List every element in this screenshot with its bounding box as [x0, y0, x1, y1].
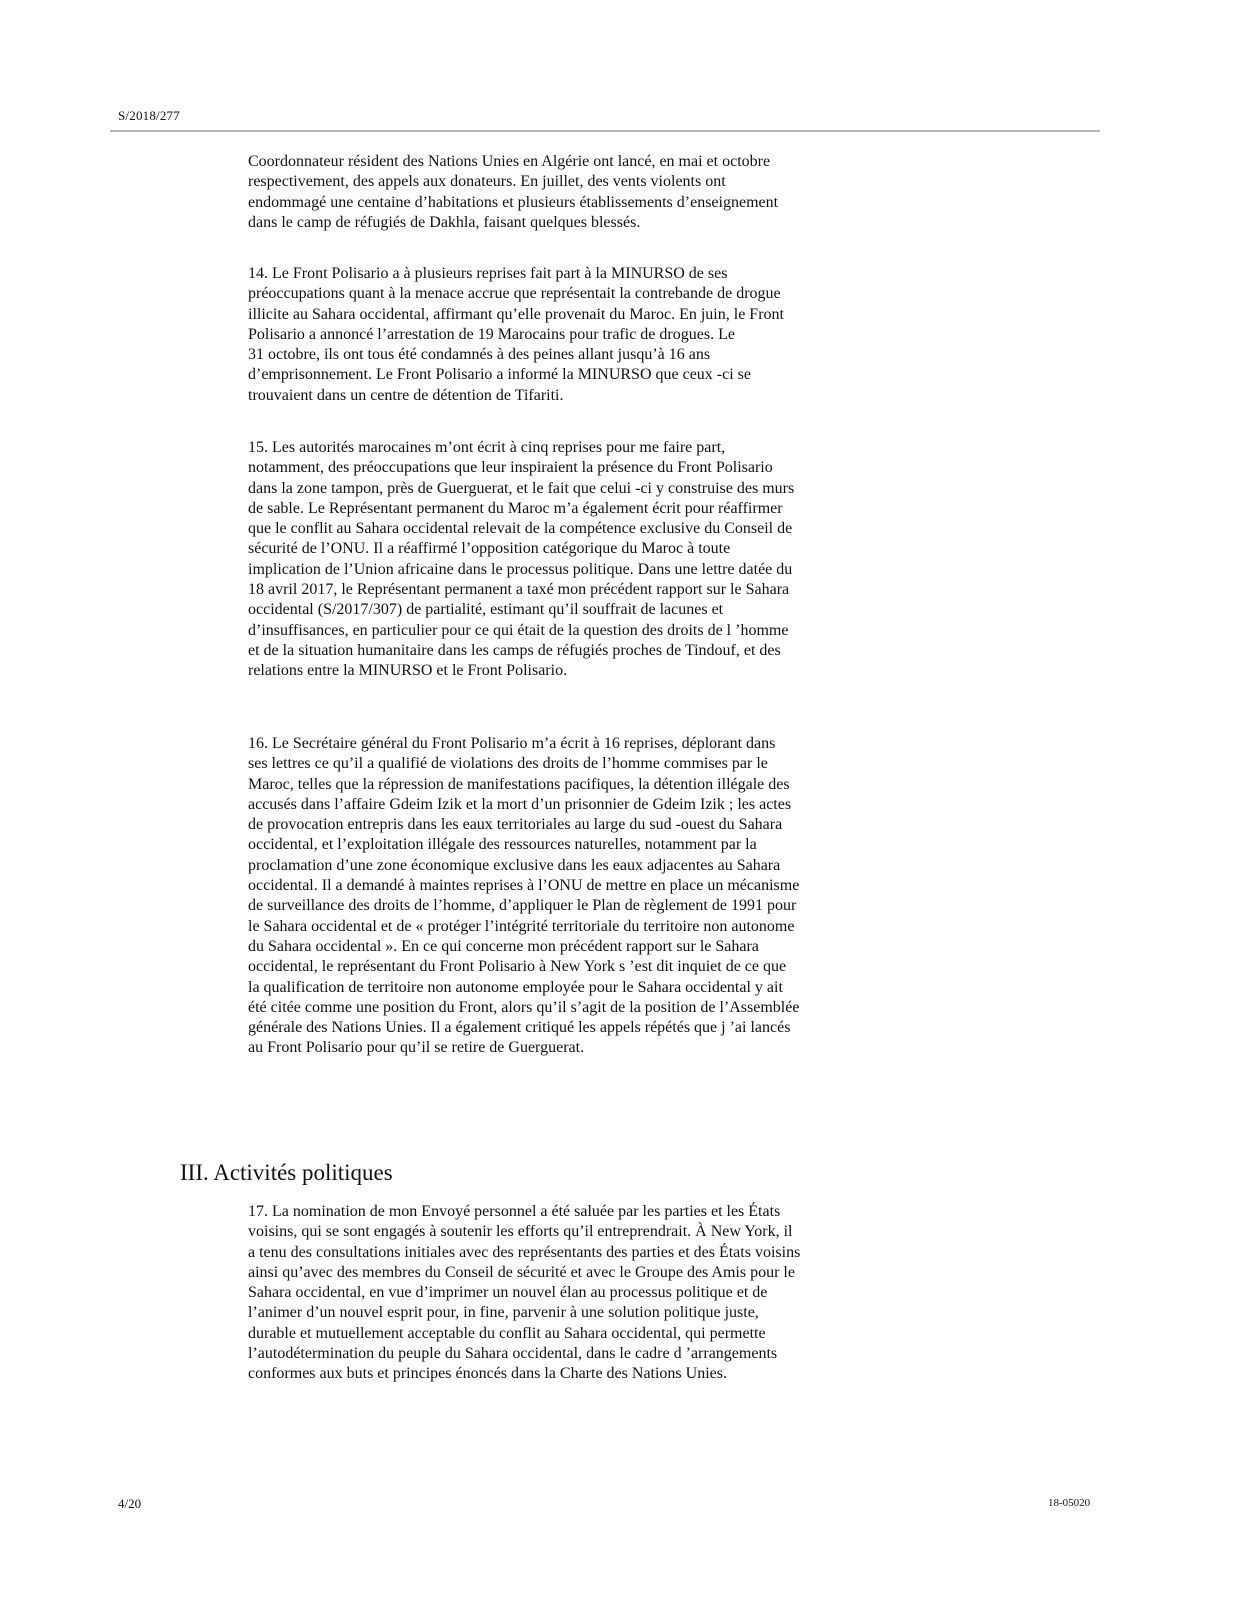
text-line: sécurité de l’ONU. Il a réaffirmé l’opposition catégorique du Maroc à toute: [248, 540, 731, 558]
header-rule: [110, 130, 1100, 132]
text-line: le Sahara occidental et de « protéger l’intégrité territoriale du territoire non autonome: [248, 917, 795, 935]
paragraph-16: [248, 734, 848, 1059]
text-line: d’emprisonnement. Le Front Polisario a informé la MINURSO que ceux -ci se: [248, 366, 751, 384]
text-line: ainsi qu’avec des membres du Conseil de sécurité et avec le Groupe des Amis pour le: [248, 1263, 795, 1281]
text-line: 17. La nomination de mon Envoyé personnel a été saluée par les parties et les États: [248, 1203, 781, 1220]
text-line: l’autodétermination du peuple du Sahara occidental, dans le cadre d ’arrangements: [248, 1345, 778, 1363]
text-line: Polisario a annoncé l’arrestation de 19 Marocains pour trafic de drogues. Le: [248, 325, 735, 343]
text-line: du Sahara occidental ». En ce qui concerne mon précédent rapport sur le Sahara: [248, 937, 759, 955]
text-line: illicite au Sahara occidental, affirmant qu’elle provenait du Maroc. En juin, le Front: [248, 305, 784, 323]
text-line: générale des Nations Unies. Il a également critiqué les appels répétés que j ’ai lancés: [248, 1019, 791, 1037]
text-line: dans la zone tampon, près de Guerguerat, et le fait que celui -ci y construise des murs: [248, 479, 795, 497]
paragraph-15: [248, 438, 848, 682]
section-heading: III. Activités politiques: [180, 1160, 393, 1185]
text-line: 18 avril 2017, le Représentant permanent a taxé mon précédent rapport sur le Sahara: [248, 581, 790, 599]
text-line: Sahara occidental, en vue d’imprimer un nouvel élan au processus politique et de: [248, 1284, 768, 1302]
text-line: trouvaient dans un centre de détention de Tifariti.: [248, 386, 564, 404]
text-line: de provocation entrepris dans les eaux territoriales au large du sud -ouest du Sahara: [248, 816, 783, 834]
paragraph-17: [248, 1202, 848, 1385]
paragraph-14: [248, 264, 848, 406]
text-line: voisins, qui se sont engagés à soutenir les efforts qu’il entreprendrait. À New York, il: [248, 1223, 793, 1241]
text-line: de sable. Le Représentant permanent du Maroc m’a également écrit pour réaffirmer: [248, 499, 783, 517]
text-line: 16. Le Secrétaire général du Front Polisario m’a écrit à 16 reprises, déplorant dans: [248, 735, 776, 752]
text-line: respectivement, des appels aux donateurs. En juillet, des vents violents ont: [248, 173, 726, 191]
text-line: 14. Le Front Polisario a à plusieurs reprises fait part à la MINURSO de ses: [248, 265, 728, 282]
text-line: durable et mutuellement acceptable du conflit au Sahara occidental, qui permette: [248, 1324, 766, 1342]
text-line: occidental. Il a demandé à maintes reprises à l’ONU de mettre en place un mécanisme: [248, 877, 800, 895]
text-line: endommagé une centaine d’habitations et plusieurs établissements d’enseignement: [248, 193, 779, 211]
text-line: la qualification de territoire non autonome employée pour le Sahara occidental y ait: [248, 978, 783, 996]
text-line: et de la situation humanitaire dans les camps de réfugiés proches de Tindouf, et des: [248, 641, 781, 659]
text-line: occidental, le représentant du Front Polisario à New York s ’est dit inquiet de ce que: [248, 958, 787, 976]
text-line: au Front Polisario pour qu’il se retire de Guerguerat.: [248, 1039, 585, 1057]
document-symbol: S/2018/277: [118, 108, 180, 123]
text-line: de surveillance des droits de l’homme, d’appliquer le Plan de règlement de 1991 pour: [248, 897, 797, 915]
document-code: 18-05020: [1048, 1497, 1091, 1509]
text-line: accusés dans l’affaire Gdeim Izik et la mort d’un prisonnier de Gdeim Izik ; les actes: [248, 795, 792, 813]
text-line: dans le camp de réfugiés de Dakhla, faisant quelques blessés.: [248, 213, 641, 231]
text-line: notamment, des préoccupations que leur inspiraient la présence du Front Polisario: [248, 459, 773, 477]
page-number: 4/20: [118, 1496, 142, 1511]
text-line: Maroc, telles que la répression de manifestations pacifiques, la détention illégale des: [248, 775, 790, 793]
text-line: 31 octobre, ils ont tous été condamnés à des peines allant jusqu’à 16 ans: [248, 346, 711, 364]
text-line: ses lettres ce qu’il a qualifié de violations des droits de l’homme commises par le: [248, 755, 768, 773]
text-line: conformes aux buts et principes énoncés dans la Charte des Nations Unies.: [248, 1365, 727, 1383]
text-line: Coordonnateur résident des Nations Unies en Algérie ont lancé, en mai et octobre: [248, 153, 771, 170]
text-line: a tenu des consultations initiales avec des représentants des parties et des États voisins: [248, 1243, 801, 1261]
text-line: 15. Les autorités marocaines m’ont écrit à cinq reprises pour me faire part,: [248, 439, 726, 456]
text-line: occidental (S/2017/307) de partialité, estimant qu’il souffrait de lacunes et: [248, 601, 724, 619]
text-line: d’insuffisances, en particulier pour ce qui était de la question des droits de l ’homme: [248, 621, 789, 639]
text-line: l’animer d’un nouvel esprit pour, in fine, parvenir à une solution politique juste,: [248, 1304, 759, 1322]
text-line: implication de l’Union africaine dans le processus politique. Dans une lettre datée du: [248, 560, 793, 578]
text-line: proclamation d’une zone économique exclusive dans les eaux adjacentes au Sahara: [248, 856, 781, 874]
text-line: été citée comme une position du Front, alors qu’il s’agit de la position de l’Assemblée: [248, 998, 800, 1016]
text-line: occidental, et l’exploitation illégale des ressources naturelles, notamment par la: [248, 836, 757, 854]
paragraph-continuation: [248, 152, 848, 233]
text-line: préoccupations quant à la menace accrue que représentait la contrebande de drogue: [248, 285, 781, 303]
text-line: que le conflit au Sahara occidental relevait de la compétence exclusive du Conseil de: [248, 520, 793, 538]
text-line: relations entre la MINURSO et le Front Polisario.: [248, 662, 568, 680]
